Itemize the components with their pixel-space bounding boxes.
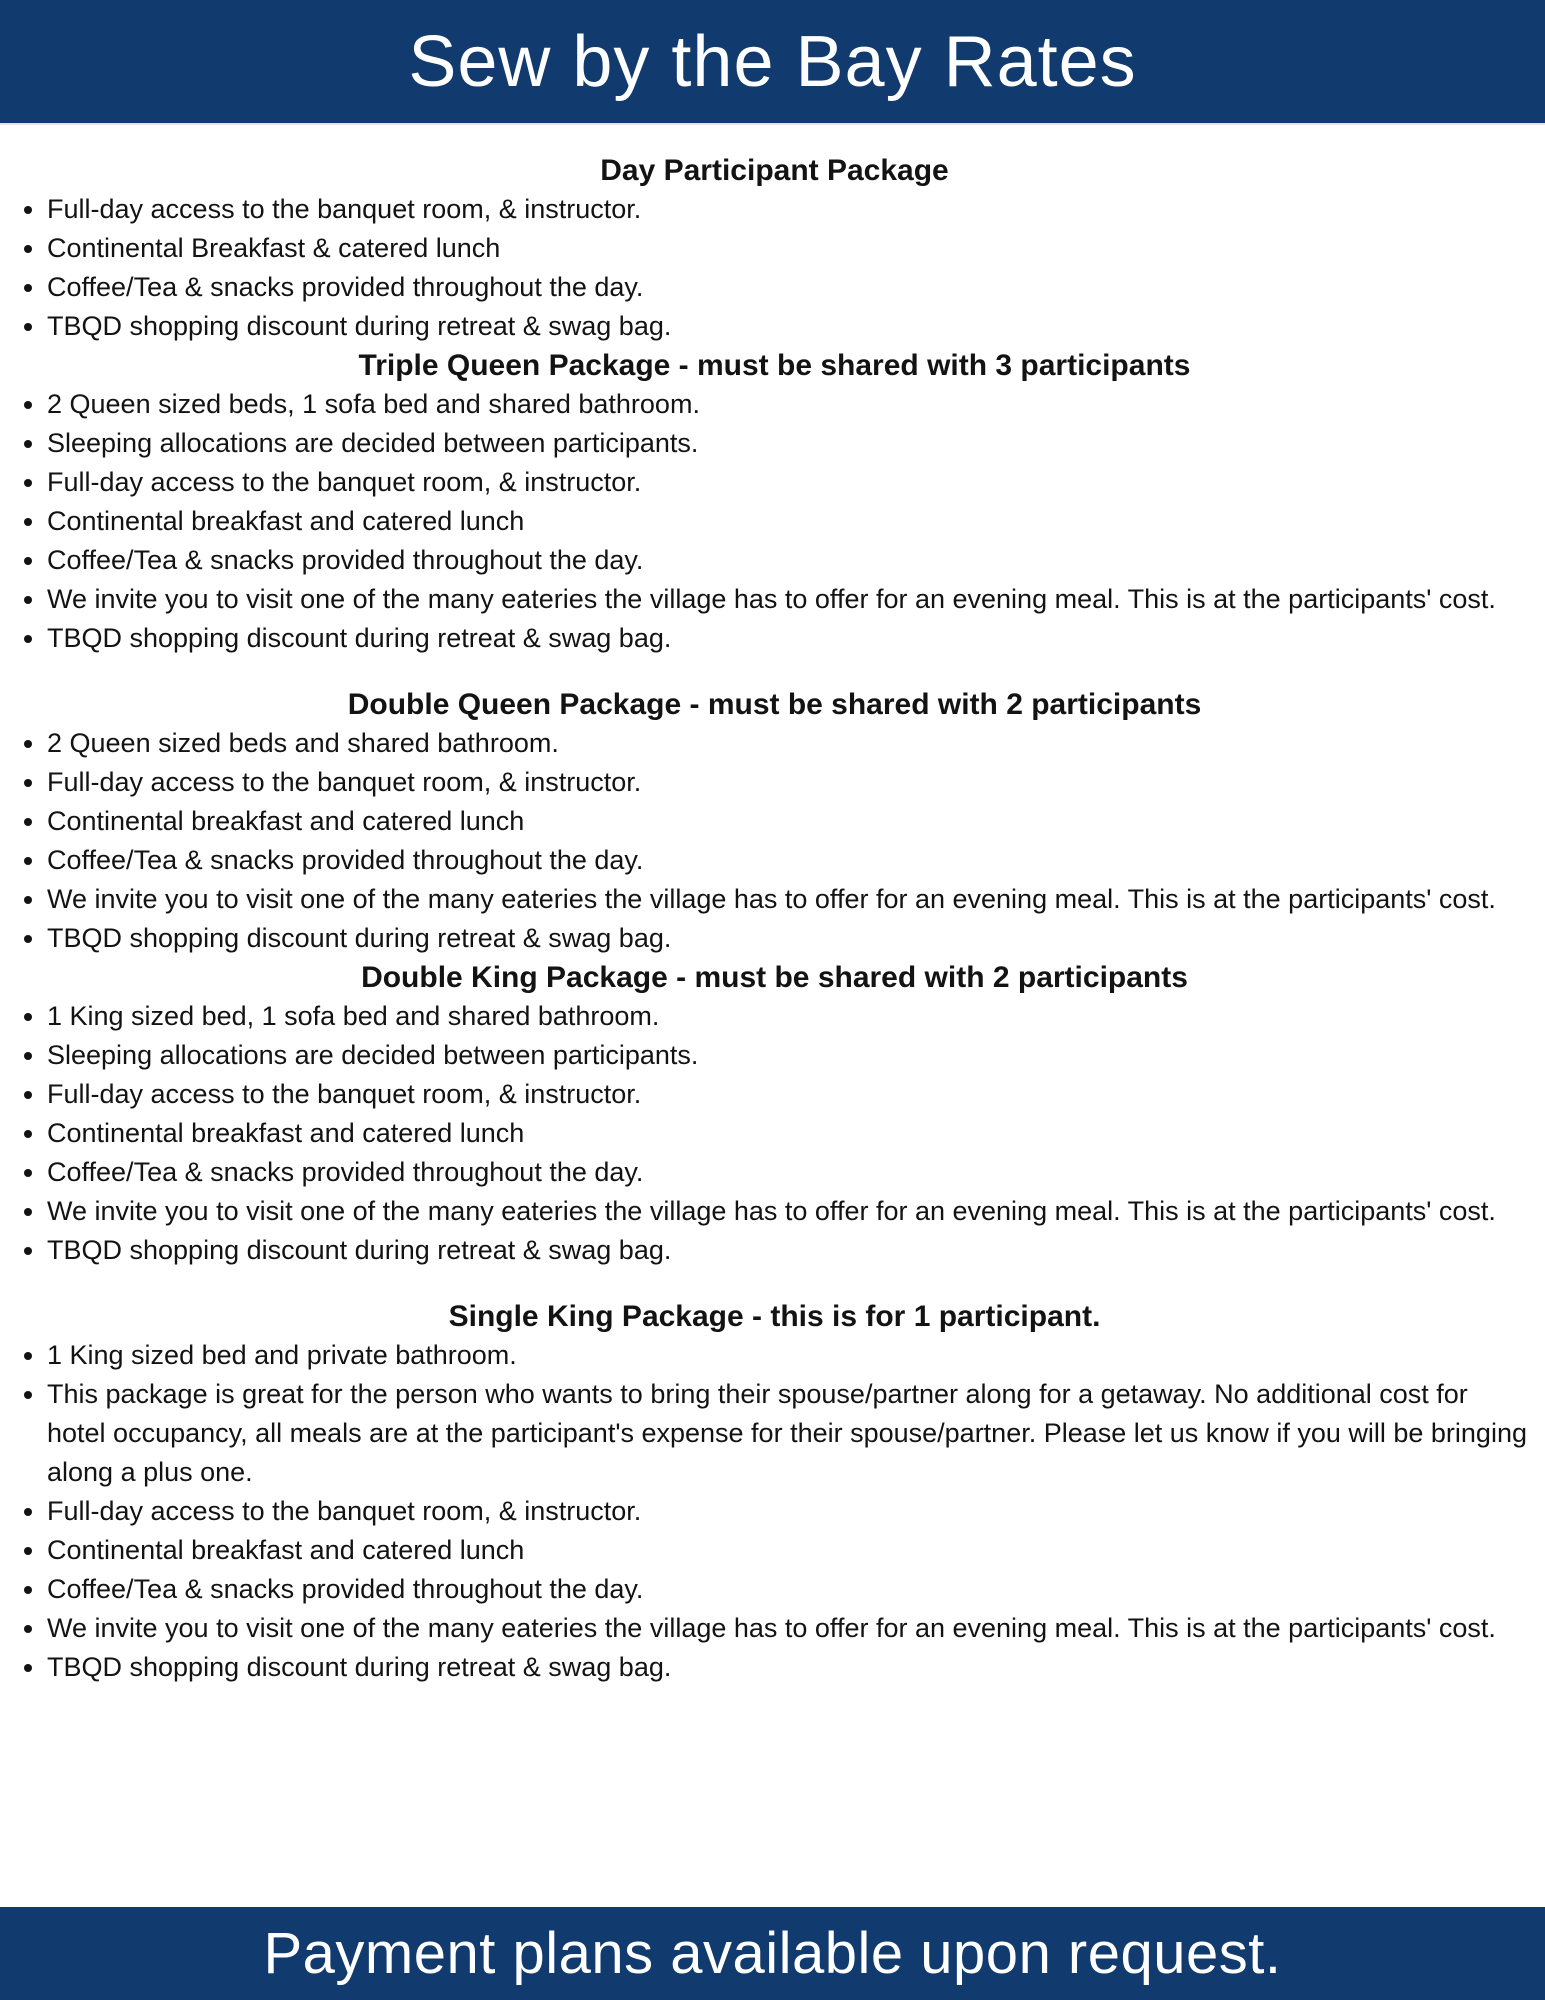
package-section <box>18 346 1531 658</box>
bullet-icon <box>24 818 32 826</box>
section-heading: Day Participant Package <box>600 154 949 187</box>
list-item <box>18 1036 1531 1075</box>
bullet-icon <box>24 440 32 448</box>
list-item-text: Sleeping allocations are decided between participants. <box>47 428 699 458</box>
list-item-text: 1 King sized bed and private bathroom. <box>47 1340 517 1370</box>
package-section <box>18 958 1531 1270</box>
bullet-icon <box>24 1391 32 1399</box>
list-item <box>18 463 1531 502</box>
list-item <box>18 1153 1531 1192</box>
bullet-icon <box>24 635 32 643</box>
list-item-text: 2 Queen sized beds and shared bathroom. <box>47 728 559 758</box>
bullet-icon <box>24 1052 32 1060</box>
list-item-text: We invite you to visit one of the many eateries the village has to offer for an evening meal. This is at the participants' cost. <box>47 1613 1496 1643</box>
section-list <box>18 1336 1531 1687</box>
list-item-text: TBQD shopping discount during retreat & swag bag. <box>47 1652 672 1682</box>
list-item-text: Full-day access to the banquet room, & instructor. <box>47 1079 642 1109</box>
list-item <box>18 1192 1531 1231</box>
list-item-text: TBQD shopping discount during retreat & swag bag. <box>47 623 672 653</box>
package-section <box>18 685 1531 958</box>
list-item <box>18 1114 1531 1153</box>
bullet-icon <box>24 1586 32 1594</box>
list-item <box>18 919 1531 958</box>
list-item <box>18 802 1531 841</box>
list-item-text: We invite you to visit one of the many eateries the village has to offer for an evening meal. This is at the participants' cost. <box>47 1196 1496 1226</box>
bullet-icon <box>24 1208 32 1216</box>
footer-text: Payment plans available upon request. <box>263 1920 1282 1986</box>
bullet-icon <box>24 206 32 214</box>
list-item <box>18 1531 1531 1570</box>
section-list <box>18 997 1531 1270</box>
list-item <box>18 880 1531 919</box>
list-item <box>18 1375 1531 1492</box>
bullet-icon <box>24 1169 32 1177</box>
bullet-icon <box>24 935 32 943</box>
list-item <box>18 619 1531 658</box>
page-title: Sew by the Bay Rates <box>408 21 1137 102</box>
list-item-text: Coffee/Tea & snacks provided throughout the day. <box>47 545 644 575</box>
list-item-text: Continental Breakfast & catered lunch <box>47 233 501 263</box>
list-item-text: 1 King sized bed, 1 sofa bed and shared bathroom. <box>47 1001 660 1031</box>
list-item <box>18 229 1531 268</box>
list-item-text: Coffee/Tea & snacks provided throughout the day. <box>47 845 644 875</box>
bullet-icon <box>24 1625 32 1633</box>
section-heading: Double Queen Package - must be shared with 2 participants <box>347 688 1202 721</box>
list-item-text: Full-day access to the banquet room, & instructor. <box>47 1496 642 1526</box>
list-item <box>18 1648 1531 1687</box>
list-item-text: We invite you to visit one of the many eateries the village has to offer for an evening meal. This is at the participants' cost. <box>47 584 1496 614</box>
bullet-icon <box>24 596 32 604</box>
bullet-icon <box>24 1352 32 1360</box>
list-item-text: Coffee/Tea & snacks provided throughout the day. <box>47 1157 644 1187</box>
section-list <box>18 724 1531 958</box>
section-heading: Double King Package - must be shared with 2 participants <box>361 961 1188 994</box>
bullet-icon <box>24 779 32 787</box>
package-content <box>0 123 1545 1687</box>
bullet-icon <box>24 284 32 292</box>
bullet-icon <box>24 401 32 409</box>
list-item <box>18 268 1531 307</box>
list-item-text: TBQD shopping discount during retreat & swag bag. <box>47 1235 672 1265</box>
list-item-text: This package is great for the person who wants to bring their spouse/partner along for a getaway. No additional cost for hotel occupancy, all meals are at the participant's expense for their spouse/partner. Please let us know if you will be bringing along a plus one. <box>47 1379 1527 1487</box>
list-item-text: Coffee/Tea & snacks provided throughout the day. <box>47 1574 644 1604</box>
list-item <box>18 385 1531 424</box>
bullet-icon <box>24 245 32 253</box>
bullet-icon <box>24 557 32 565</box>
list-item <box>18 1231 1531 1270</box>
list-item <box>18 1492 1531 1531</box>
header-banner <box>0 0 1545 123</box>
bullet-icon <box>24 857 32 865</box>
list-item <box>18 580 1531 619</box>
package-section <box>18 151 1531 346</box>
list-item <box>18 1570 1531 1609</box>
list-item-text: 2 Queen sized beds, 1 sofa bed and shared bathroom. <box>47 389 700 419</box>
list-item <box>18 307 1531 346</box>
list-item <box>18 1609 1531 1648</box>
list-item <box>18 502 1531 541</box>
footer-banner <box>0 1907 1545 2000</box>
list-item <box>18 841 1531 880</box>
list-item-text: We invite you to visit one of the many eateries the village has to offer for an evening meal. This is at the participants' cost. <box>47 884 1496 914</box>
bullet-icon <box>24 1130 32 1138</box>
list-item-text: Continental breakfast and catered lunch <box>47 806 525 836</box>
list-item-text: Coffee/Tea & snacks provided throughout the day. <box>47 272 644 302</box>
section-heading: Single King Package - this is for 1 participant. <box>448 1300 1101 1333</box>
bullet-icon <box>24 518 32 526</box>
package-section <box>18 1297 1531 1687</box>
list-item <box>18 424 1531 463</box>
bullet-icon <box>24 323 32 331</box>
bullet-icon <box>24 896 32 904</box>
list-item <box>18 724 1531 763</box>
list-item <box>18 1336 1531 1375</box>
list-item <box>18 190 1531 229</box>
list-item-text: Continental breakfast and catered lunch <box>47 506 525 536</box>
bullet-icon <box>24 1547 32 1555</box>
list-item-text: Continental breakfast and catered lunch <box>47 1118 525 1148</box>
list-item-text: Continental breakfast and catered lunch <box>47 1535 525 1565</box>
list-item-text: Full-day access to the banquet room, & instructor. <box>47 194 642 224</box>
list-item-text: Full-day access to the banquet room, & instructor. <box>47 467 642 497</box>
list-item <box>18 997 1531 1036</box>
bullet-icon <box>24 1664 32 1672</box>
bullet-icon <box>24 740 32 748</box>
bullet-icon <box>24 1013 32 1021</box>
bullet-icon <box>24 1247 32 1255</box>
bullet-icon <box>24 1091 32 1099</box>
list-item <box>18 763 1531 802</box>
list-item <box>18 541 1531 580</box>
list-item-text: TBQD shopping discount during retreat & swag bag. <box>47 923 672 953</box>
list-item-text: Sleeping allocations are decided between participants. <box>47 1040 699 1070</box>
section-list <box>18 190 1531 346</box>
list-item <box>18 1075 1531 1114</box>
list-item-text: Full-day access to the banquet room, & instructor. <box>47 767 642 797</box>
section-list <box>18 385 1531 658</box>
bullet-icon <box>24 1508 32 1516</box>
list-item-text: TBQD shopping discount during retreat & swag bag. <box>47 311 672 341</box>
section-heading: Triple Queen Package - must be shared with 3 participants <box>358 349 1191 382</box>
bullet-icon <box>24 479 32 487</box>
